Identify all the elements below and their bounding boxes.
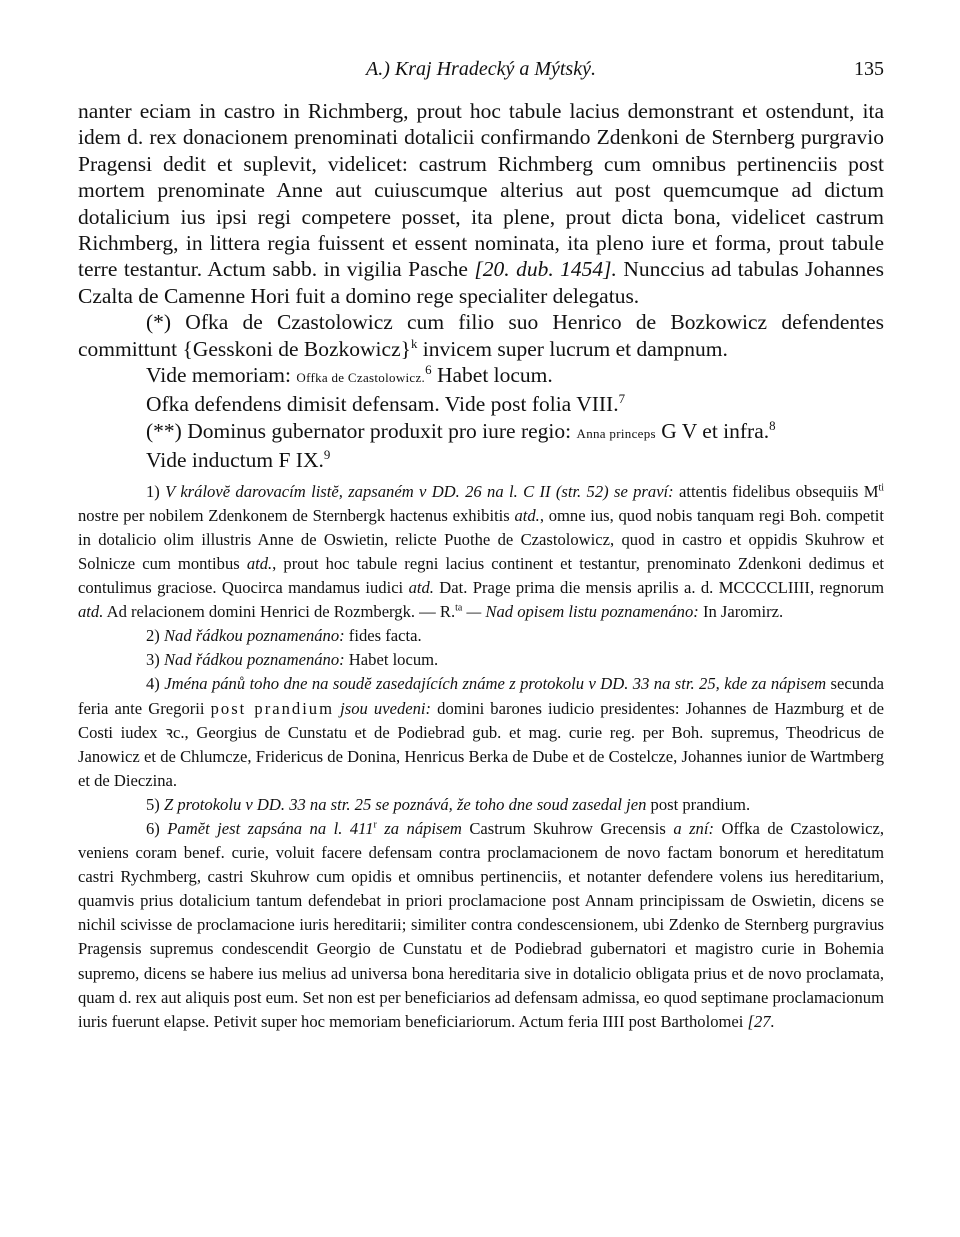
footnote-2-text: fides facta. <box>344 626 422 646</box>
footnote-1-italic2: — Nad opisem listu poznamenáno: <box>462 602 699 622</box>
footnote-4-italic2: jsou uvedeni: <box>334 698 432 718</box>
paragraph-3 <box>78 362 884 391</box>
footnote-ref-8: 8 <box>769 418 776 433</box>
footnote-4 <box>78 672 884 792</box>
footnote-1-text3: , omne ius, quod nobis tanquam regi Boh. competit in dotalicio olim illustris Anne de Oswietin, relicte Puothe de Czastolowicz, quod in castro et oppidis Skuhrow et Solnicze cum montibus <box>78 505 885 573</box>
paragraph-5-text: (**) Dominus gubernator produxit pro iure regio: <box>146 418 577 443</box>
footnote-6-sup: r <box>373 819 377 831</box>
paragraph-3-small: Offka de Czastolowicz. <box>296 370 426 386</box>
footnote-2-number: 2) <box>146 626 160 646</box>
footnote-1-sup2: ta <box>455 602 463 614</box>
footnote-ref-7: 7 <box>618 392 626 407</box>
footnote-3 <box>78 648 884 672</box>
paragraph-3-text: Vide memoriam: <box>146 363 297 388</box>
footnote-ref-6: 6 <box>425 362 432 377</box>
footnote-ref-k: k <box>410 336 418 351</box>
footnote-3-text: Habet locum. <box>344 650 439 670</box>
footnote-5-number: 5) <box>146 794 160 814</box>
paragraph-1-date: [20. dub. 1454]. <box>474 257 617 282</box>
footnote-1-atd2: atd. <box>246 553 273 573</box>
footnote-1-atd3: atd. <box>408 578 434 598</box>
paragraph-6 <box>78 447 884 473</box>
footnote-4-text: secunda feria ante Gregorii <box>78 674 885 718</box>
footnote-2 <box>78 624 884 648</box>
paragraph-1-text: nanter eciam in castro in Richmberg, prout hoc tabule lacius demonstrant et ostendunt, ita idem d. rex donacionem prenominati dotalicii confirmando Zdenkoni de Sternberg purgravio Pragensi dedit et suplevit, videlicet: castrum Richmberg cum omnibus pertinenciis post mortem prenominate Anne aut cuiuscumque alterius aut post quemcumque ad dictum dotalicium ius ipsi regi competere posset, ita plene, prout dicta bona, videlicet castrum Richmberg, in littera regia fuissent et essent nominata, ita pleno iure et forma, prout tabule terre testantur. Actum sabb. in vigilia Pasche <box>78 99 884 282</box>
footnote-3-number: 3) <box>146 650 160 670</box>
footnote-5 <box>78 793 884 817</box>
paragraph-5-end: G V et infra. <box>655 418 770 443</box>
footnote-1-atd4: atd. <box>78 602 104 622</box>
footnote-1-text7: In Jaromirz. <box>698 602 784 622</box>
paragraph-2-end: invicem super lucrum et dampnum. <box>417 336 728 361</box>
paragraph-2-text: (*) Ofka de Czastolowicz cum filio suo Henrico de Bozkowicz defendentes committunt {Gesskoni de Bozkowicz} <box>78 310 884 361</box>
footnote-1-text: attentis fidelibus obsequiis M <box>673 481 879 501</box>
footnote-1 <box>78 480 884 625</box>
footnote-2-italic: Nad řádkou poznamenáno: <box>159 626 345 646</box>
footnote-5-italic: Z protokolu v DD. 33 na str. 25 se poznává, že toho dne soud zasedal jen <box>159 794 647 814</box>
footnote-1-sup: ti <box>878 482 884 494</box>
footnote-ref-9: 9 <box>323 448 331 463</box>
footnote-5-text: post prandium. <box>646 794 751 814</box>
document-page <box>78 58 884 1034</box>
footnotes <box>78 480 884 1034</box>
footnote-4-text2: domini barones iudicio presidentes: Johannes de Hazmburg et de Costi iudex ꝛc., Georgius de Cunstatu et de Podiebrad gub. et mag. curie reg. per Boh. supremus, Theodricus de Janowicz et de Chlumcze, Fridericus de Donina, Henricus Berka de Dube et de Costelcze, Johannes iunior de Wartmberg et de Dieczina. <box>78 698 884 790</box>
paragraph-5-small: Anna princeps <box>576 425 656 441</box>
paragraph-2 <box>78 309 884 362</box>
footnote-6-italic3: a zní: <box>673 819 714 838</box>
footnote-6-number: 6) <box>146 819 160 838</box>
paragraph-6-text: Vide inductum F IX. <box>146 448 324 473</box>
footnote-1-atd1: atd. <box>514 505 540 525</box>
footnote-4-spaced: post prandium <box>210 698 335 718</box>
footnote-1-text4: , prout hoc tabule regni lacius continent et testantur, prenominato Zdenkoni dedimus et contulimus graciose. Quocirca mandamus iudici <box>78 553 884 598</box>
page-number: 135 <box>854 58 884 80</box>
footnote-1-number: 1) <box>146 481 160 501</box>
footnote-4-number: 4) <box>146 674 160 694</box>
footnote-3-italic: Nad řádkou poznamenáno: <box>159 650 345 670</box>
paragraph-4 <box>78 391 884 417</box>
header-title: A.) Kraj Hradecký a Mýtský. <box>366 58 596 80</box>
paragraph-1-end: Nunccius ad tabulas Johannes Czalta de Camenne Hori fuit a domino rege specialiter delegatus. <box>78 257 884 308</box>
footnote-6-italic: Pamĕt jest zapsána na l. 411 <box>159 819 374 838</box>
footnote-1-text2: nostre per nobilem Zdenkonem de Sternbergk hactenus exhibitis <box>78 505 515 525</box>
paragraph-3-end: Habet locum. <box>431 363 553 388</box>
footnote-1-italic: V královĕ darovacím listĕ, zapsaném v DD. 26 na l. C II (str. 52) se praví: <box>159 481 674 501</box>
running-header <box>78 58 884 88</box>
footnote-6-end: [27. <box>747 1011 775 1031</box>
footnote-6-text2: Offka de Czastolowicz, veniens coram benef. curie, voluit facere defensam contra proclamacionem de novo factam bonorum et hereditatum castri Rychmberg, castri Skuhrow cum opidis et omnibus pertinenciis, et notanter defendere volens ius hereditarium, quamvis prius dotalicium tantum defendebat in priori proclamacione post Annam principissam de Oswietin, dicens se nichil scivisse de proclamacione iuris hereditarii; similiter contra condescensionem, ubi Zdenko de Sternberg purgravius Pragensis supremus condescendit Georgio de Cunstatu et de Podiebrad gubernatori et magistro curie in Bohemia supremo, dicens se habere ius melius ad universa bona hereditaria sive in dotalicio obligata prius et de novo proclamata, quam d. rex aut aliquis post eum. Set non est per beneficiarios ad defensam admissa, eo quod septimane proclamacionum iuris fuerunt elapse. Petivit super hoc memoriam beneficiariorum. Actum feria IIII post Bartholomei <box>78 819 884 1031</box>
footnote-4-italic: Jména pánů toho dne na soudĕ zasedajících známe z protokolu v DD. 33 na str. 25, kde za nápisem <box>159 674 827 694</box>
footnote-6-text: Castrum Skuhrow Grecensis <box>461 819 674 838</box>
footnote-6 <box>78 817 884 1034</box>
main-text <box>78 98 884 474</box>
paragraph-1 <box>78 98 884 309</box>
footnote-1-text5: Dat. Prage prima die mensis aprilis a. d. MCCCCLIIII, regnorum <box>433 578 884 598</box>
paragraph-4-text: Ofka defendens dimisit defensam. Vide post folia VIII. <box>146 392 619 417</box>
footnote-6-italic2: za nápisem <box>376 819 462 838</box>
footnote-1-text6: Ad relacionem domini Henrici de Rozmbergk. — R. <box>103 602 456 622</box>
paragraph-5 <box>78 418 884 447</box>
